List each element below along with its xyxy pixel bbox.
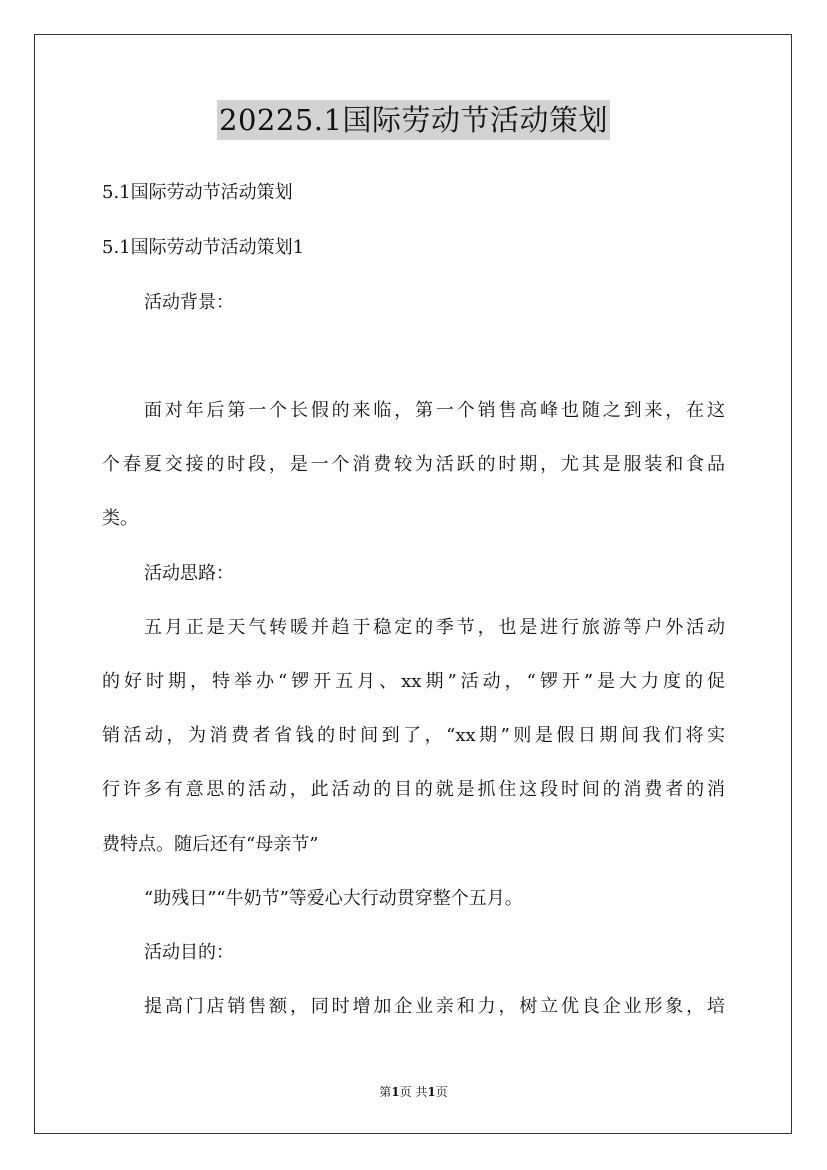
document-title: 20225.1国际劳动节活动策划: [217, 100, 610, 140]
footer-middle: 页 共: [399, 1085, 428, 1099]
body-line: “助残日”“牛奶节”等爱心大行动贯穿整个五月。: [144, 888, 523, 909]
footer-page-total: 1: [427, 1085, 436, 1099]
section-heading-background: 活动背景：: [144, 292, 234, 313]
page-footer: [0, 1084, 827, 1100]
body-line: 费特点。随后还有“母亲节”: [102, 834, 319, 855]
body-line: 面对年后第一个长假的来临，第一个销售高峰也随之到来，在这: [144, 400, 725, 421]
footer-page-number: 1: [391, 1085, 400, 1099]
section-heading-goal: 活动目的：: [144, 942, 234, 963]
body-line: 提高门店销售额，同时增加企业亲和力，树立优良企业形象，培: [144, 996, 725, 1017]
body-line: 个春夏交接的时段，是一个消费较为活跃的时期，尤其是服装和食品: [102, 454, 725, 475]
section-heading-idea: 活动思路：: [144, 563, 234, 584]
body-line: 五月正是天气转暖并趋于稳定的季节，也是进行旅游等户外活动: [144, 617, 725, 638]
body-line: 类。: [102, 508, 138, 529]
body-line: 的好时期，特举办“锣开五月、xx期”活动，“锣开”是大力度的促: [102, 671, 725, 692]
body-line: 行许多有意思的活动，此活动的目的就是抓住这段时间的消费者的消: [102, 779, 725, 800]
footer-prefix: 第: [379, 1085, 392, 1099]
paragraph-heading-2: 5.1国际劳动节活动策划1: [102, 237, 305, 258]
footer-suffix: 页: [435, 1085, 448, 1099]
body-line: 销活动，为消费者省钱的时间到了，“xx期”则是假日期间我们将实: [102, 725, 725, 746]
title-container: [0, 100, 827, 140]
paragraph-heading-1: 5.1国际劳动节活动策划: [102, 182, 293, 203]
